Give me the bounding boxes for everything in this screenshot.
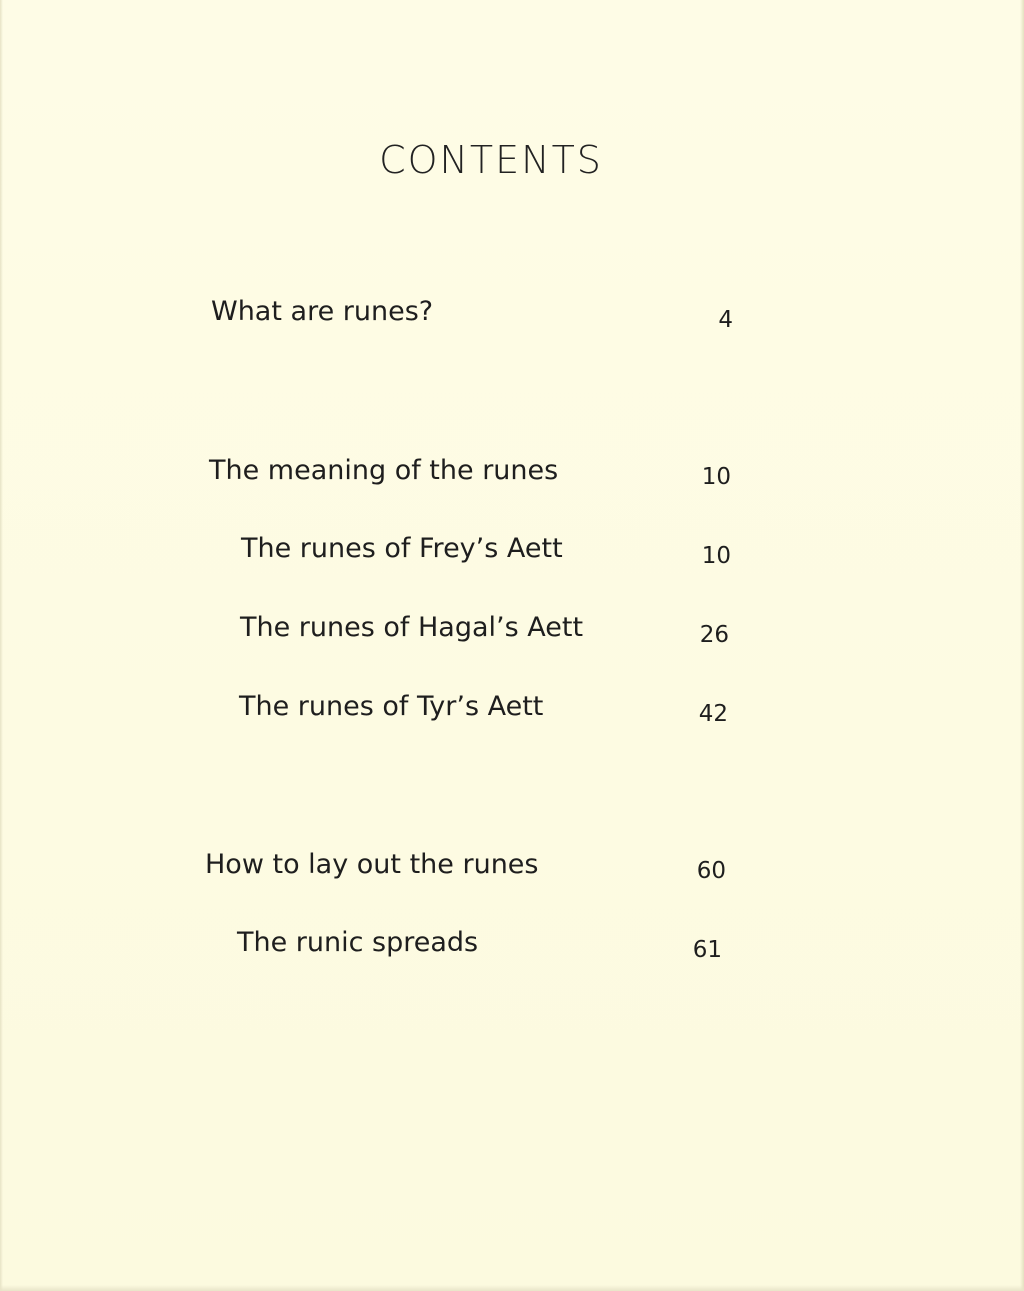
page-left-edge [0, 0, 3, 1291]
toc-entry-page: 10 [701, 464, 731, 490]
toc-entry-page: 61 [692, 937, 722, 963]
toc-entry-label: The meaning of the runes [209, 455, 559, 486]
toc-entry-label: What are runes? [211, 296, 434, 327]
toc-entry-label: The runes of Frey’s Aett [241, 533, 563, 564]
toc-entry-label: How to lay out the runes [205, 849, 539, 880]
page-title: CONTENTS [379, 138, 603, 182]
toc-entry-page: 60 [696, 858, 726, 884]
toc-entry-page: 4 [718, 307, 733, 333]
page-right-edge [1020, 0, 1024, 1291]
toc-entry-label: The runic spreads [237, 927, 479, 958]
toc-entry-label: The runes of Tyr’s Aett [239, 691, 544, 722]
toc-entry-page: 42 [698, 701, 728, 727]
toc-entry-label: The runes of Hagal’s Aett [240, 612, 584, 643]
toc-entry-page: 26 [699, 622, 729, 648]
toc-entry-page: 10 [701, 543, 731, 569]
page-bottom-edge [0, 1285, 1024, 1291]
